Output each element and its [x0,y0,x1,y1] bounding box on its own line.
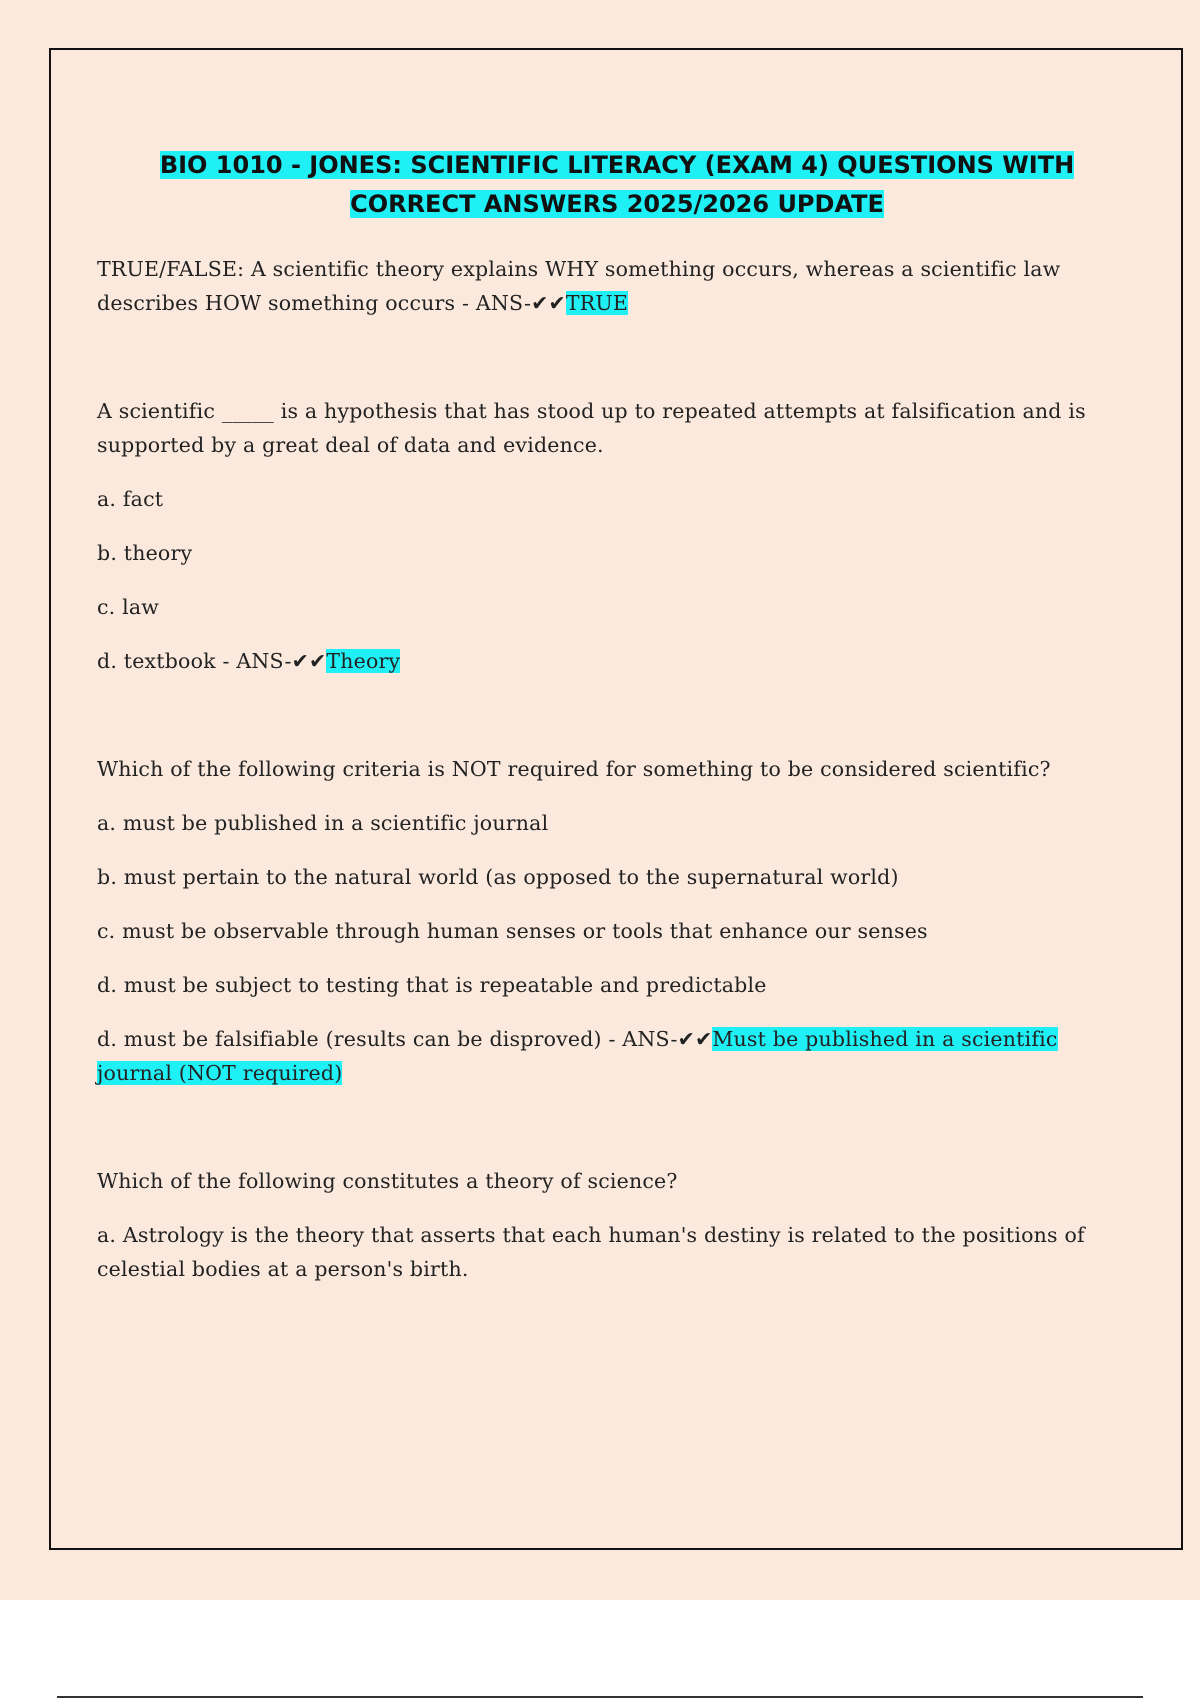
question-3-answer: Must be published in a scientific journal (NOT required) [97,1027,1058,1085]
question-3-option-d2 [97,1022,1087,1090]
question-2-option-a: a. fact [97,487,164,511]
document-title [51,146,1183,224]
question-1-text: TRUE/FALSE: A scientific theory explains WHY something occurs, whereas a scientific law describes HOW something occurs - ANS-✔✔ [97,257,1061,315]
question-3-option-b: b. must pertain to the natural world (as opposed to the supernatural world) [97,865,899,889]
question-1-answer: TRUE [565,291,629,315]
question-2-answer: Theory [326,649,401,673]
question-3-option-a: a. must be published in a scientific journal [97,811,549,835]
title-line-2: CORRECT ANSWERS 2025/2026 UPDATE [350,190,884,218]
footer-divider [57,1696,1143,1698]
question-1 [97,252,1087,320]
question-2-option-d [97,644,1087,678]
document-body [97,252,1087,1306]
question-3-option-d2-text: d. must be falsifiable (results can be disproved) - ANS-✔✔ [97,1027,713,1051]
question-3-option-d: d. must be subject to testing that is repeatable and predictable [97,973,767,997]
question-3-option-c: c. must be observable through human senses or tools that enhance our senses [97,919,928,943]
question-4: Which of the following constitutes a theory of science? [97,1169,678,1193]
question-2-option-b: b. theory [97,541,193,565]
question-2: A scientific _____ is a hypothesis that has stood up to repeated attempts at falsification and is supported by a great deal of data and evidence. [97,399,1086,457]
question-2-option-d-text: d. textbook - ANS-✔✔ [97,649,327,673]
question-2-option-c: c. law [97,595,160,619]
question-3: Which of the following criteria is NOT required for something to be considered scientific? [97,757,1051,781]
question-4-option-a: a. Astrology is the theory that asserts that each human's destiny is related to the positions of celestial bodies at a person's birth. [97,1223,1085,1281]
title-line-1: BIO 1010 - JONES: SCIENTIFIC LITERACY (EXAM 4) QUESTIONS WITH [159,151,1075,179]
